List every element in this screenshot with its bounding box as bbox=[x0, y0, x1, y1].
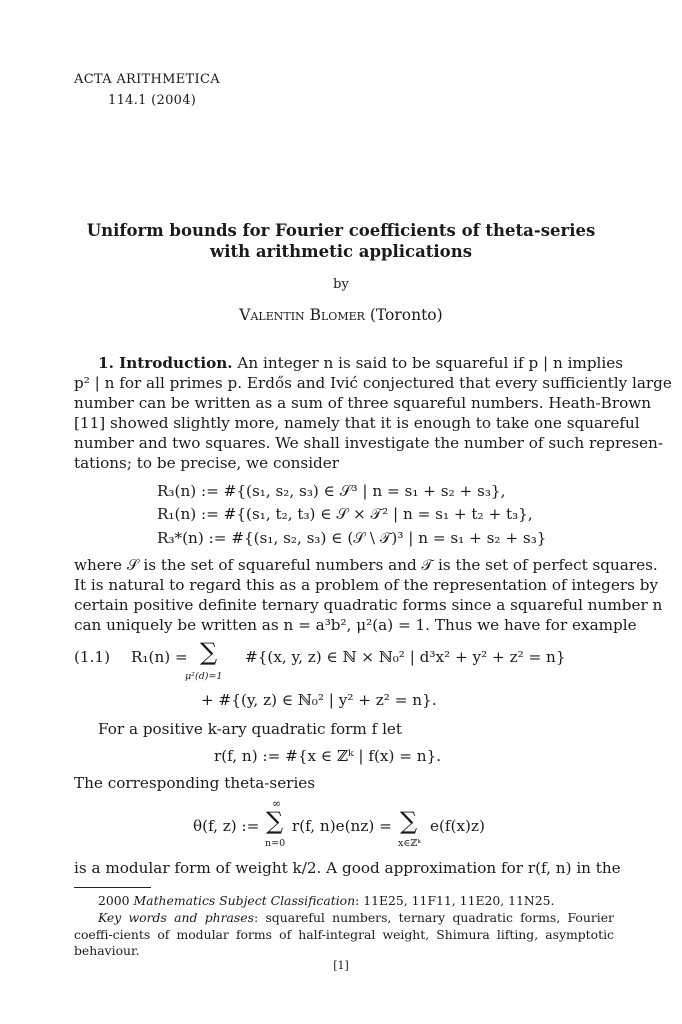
eq11-sum-subscript: μ²(d)=1 bbox=[185, 671, 223, 682]
theta-mid: r(f, n)e(nz) = bbox=[292, 817, 392, 835]
author-line bbox=[0, 306, 682, 324]
theta-sum-bottom-2: x∈ℤᵏ bbox=[398, 838, 421, 849]
theta-rhs: e(f(x)z) bbox=[430, 817, 485, 835]
section-heading: 1. Introduction. bbox=[98, 354, 233, 372]
keywords-text: : squareful numbers, ternary quadratic forms, Fourier coeffi-cients of modular forms of half-integral weight, Shimura lifting, asymptotic behaviour. bbox=[74, 910, 614, 958]
theta-sum-symbol-1: ∑ bbox=[266, 807, 284, 835]
intro-line-6: tations; to be precise, we consider bbox=[74, 454, 340, 472]
eq11-term1: #{(x, y, z) ∈ ℕ × ℕ₀² | d³x² + y² + z² = n} bbox=[245, 648, 566, 666]
intro-line-5: number and two squares. We shall investigate the number of such represen- bbox=[74, 434, 663, 452]
sum-symbol: ∑ bbox=[200, 638, 218, 666]
msc-footnote bbox=[98, 893, 554, 908]
eq11-term2: + #{(y, z) ∈ ℕ₀² | y² + z² = n}. bbox=[201, 691, 437, 709]
intro-line-1 bbox=[98, 354, 623, 372]
def-R3-star: R₃*(n) := #{(s₁, s₂, s₃) ∈ (𝒮 \ 𝒯)³ | n = s₁ + s₂ + s₃} bbox=[157, 529, 547, 547]
intro-text-1: An integer n is said to be squareful if p | n implies bbox=[237, 354, 624, 372]
footnote-rule bbox=[74, 887, 151, 888]
p2-line-1: where 𝒮 is the set of squareful numbers and 𝒯 is the set of perfect squares. bbox=[74, 556, 658, 574]
journal-name: ACTA ARITHMETICA bbox=[74, 72, 220, 87]
paper-title-line2: with arithmetic applications bbox=[210, 242, 472, 261]
theta-sum-bottom-1: n=0 bbox=[265, 838, 286, 849]
page-number: [1] bbox=[333, 959, 349, 972]
msc-label: Mathematics Subject Classification bbox=[133, 893, 356, 908]
def-R1: R₁(n) := #{(s₁, t₂, t₃) ∈ 𝒮 × 𝒯² | n = s₁ + t₂ + t₃}, bbox=[157, 505, 533, 523]
p2-line-4: can uniquely be written as n = a³b², μ²(a) = 1. Thus we have for example bbox=[74, 616, 637, 634]
msc-year: 2000 bbox=[98, 893, 130, 908]
equation-label: (1.1) bbox=[74, 648, 111, 666]
def-R3: R₃(n) := #{(s₁, s₂, s₃) ∈ 𝒮³ | n = s₁ + s₂ + s₃}, bbox=[157, 482, 506, 500]
keywords-footnote bbox=[74, 910, 614, 960]
intro-line-3: number can be written as a sum of three squareful numbers. Heath-Brown bbox=[74, 394, 652, 412]
p2-line-3: certain positive definite ternary quadratic forms since a squareful number n bbox=[74, 596, 663, 614]
keywords-label: Key words and phrases bbox=[98, 910, 254, 925]
author-name: Valentin Blomer bbox=[239, 306, 365, 324]
msc-codes: : 11E25, 11F11, 11E20, 11N25. bbox=[355, 893, 555, 908]
by-label: by bbox=[333, 277, 349, 292]
theta-lhs: θ(f, z) := bbox=[193, 817, 260, 835]
intro-line-2: p² | n for all primes p. Erdős and Ivić conjectured that every sufficiently large bbox=[74, 374, 672, 392]
intro-line-4: [11] showed slightly more, namely that it is enough to take one squareful bbox=[74, 414, 640, 432]
p3-text: For a positive k-ary quadratic form f let bbox=[98, 720, 403, 738]
theta-sum-top: ∞ bbox=[272, 797, 282, 810]
p5-text: is a modular form of weight k/2. A good approximation for r(f, n) in the bbox=[74, 859, 621, 877]
paper-title-line1: Uniform bounds for Fourier coefficients of theta-series bbox=[86, 221, 596, 240]
r-definition: r(f, n) := #{x ∈ ℤᵏ | f(x) = n}. bbox=[214, 747, 442, 765]
theta-sum-symbol-2: ∑ bbox=[400, 807, 418, 835]
p4-text: The corresponding theta-series bbox=[74, 774, 316, 792]
p2-line-2: It is natural to regard this as a problem of the representation of integers by bbox=[74, 576, 659, 594]
author-affiliation: (Toronto) bbox=[369, 306, 443, 324]
eq11-lhs: R₁(n) = bbox=[131, 648, 188, 666]
journal-volume: 114.1 (2004) bbox=[108, 93, 197, 108]
